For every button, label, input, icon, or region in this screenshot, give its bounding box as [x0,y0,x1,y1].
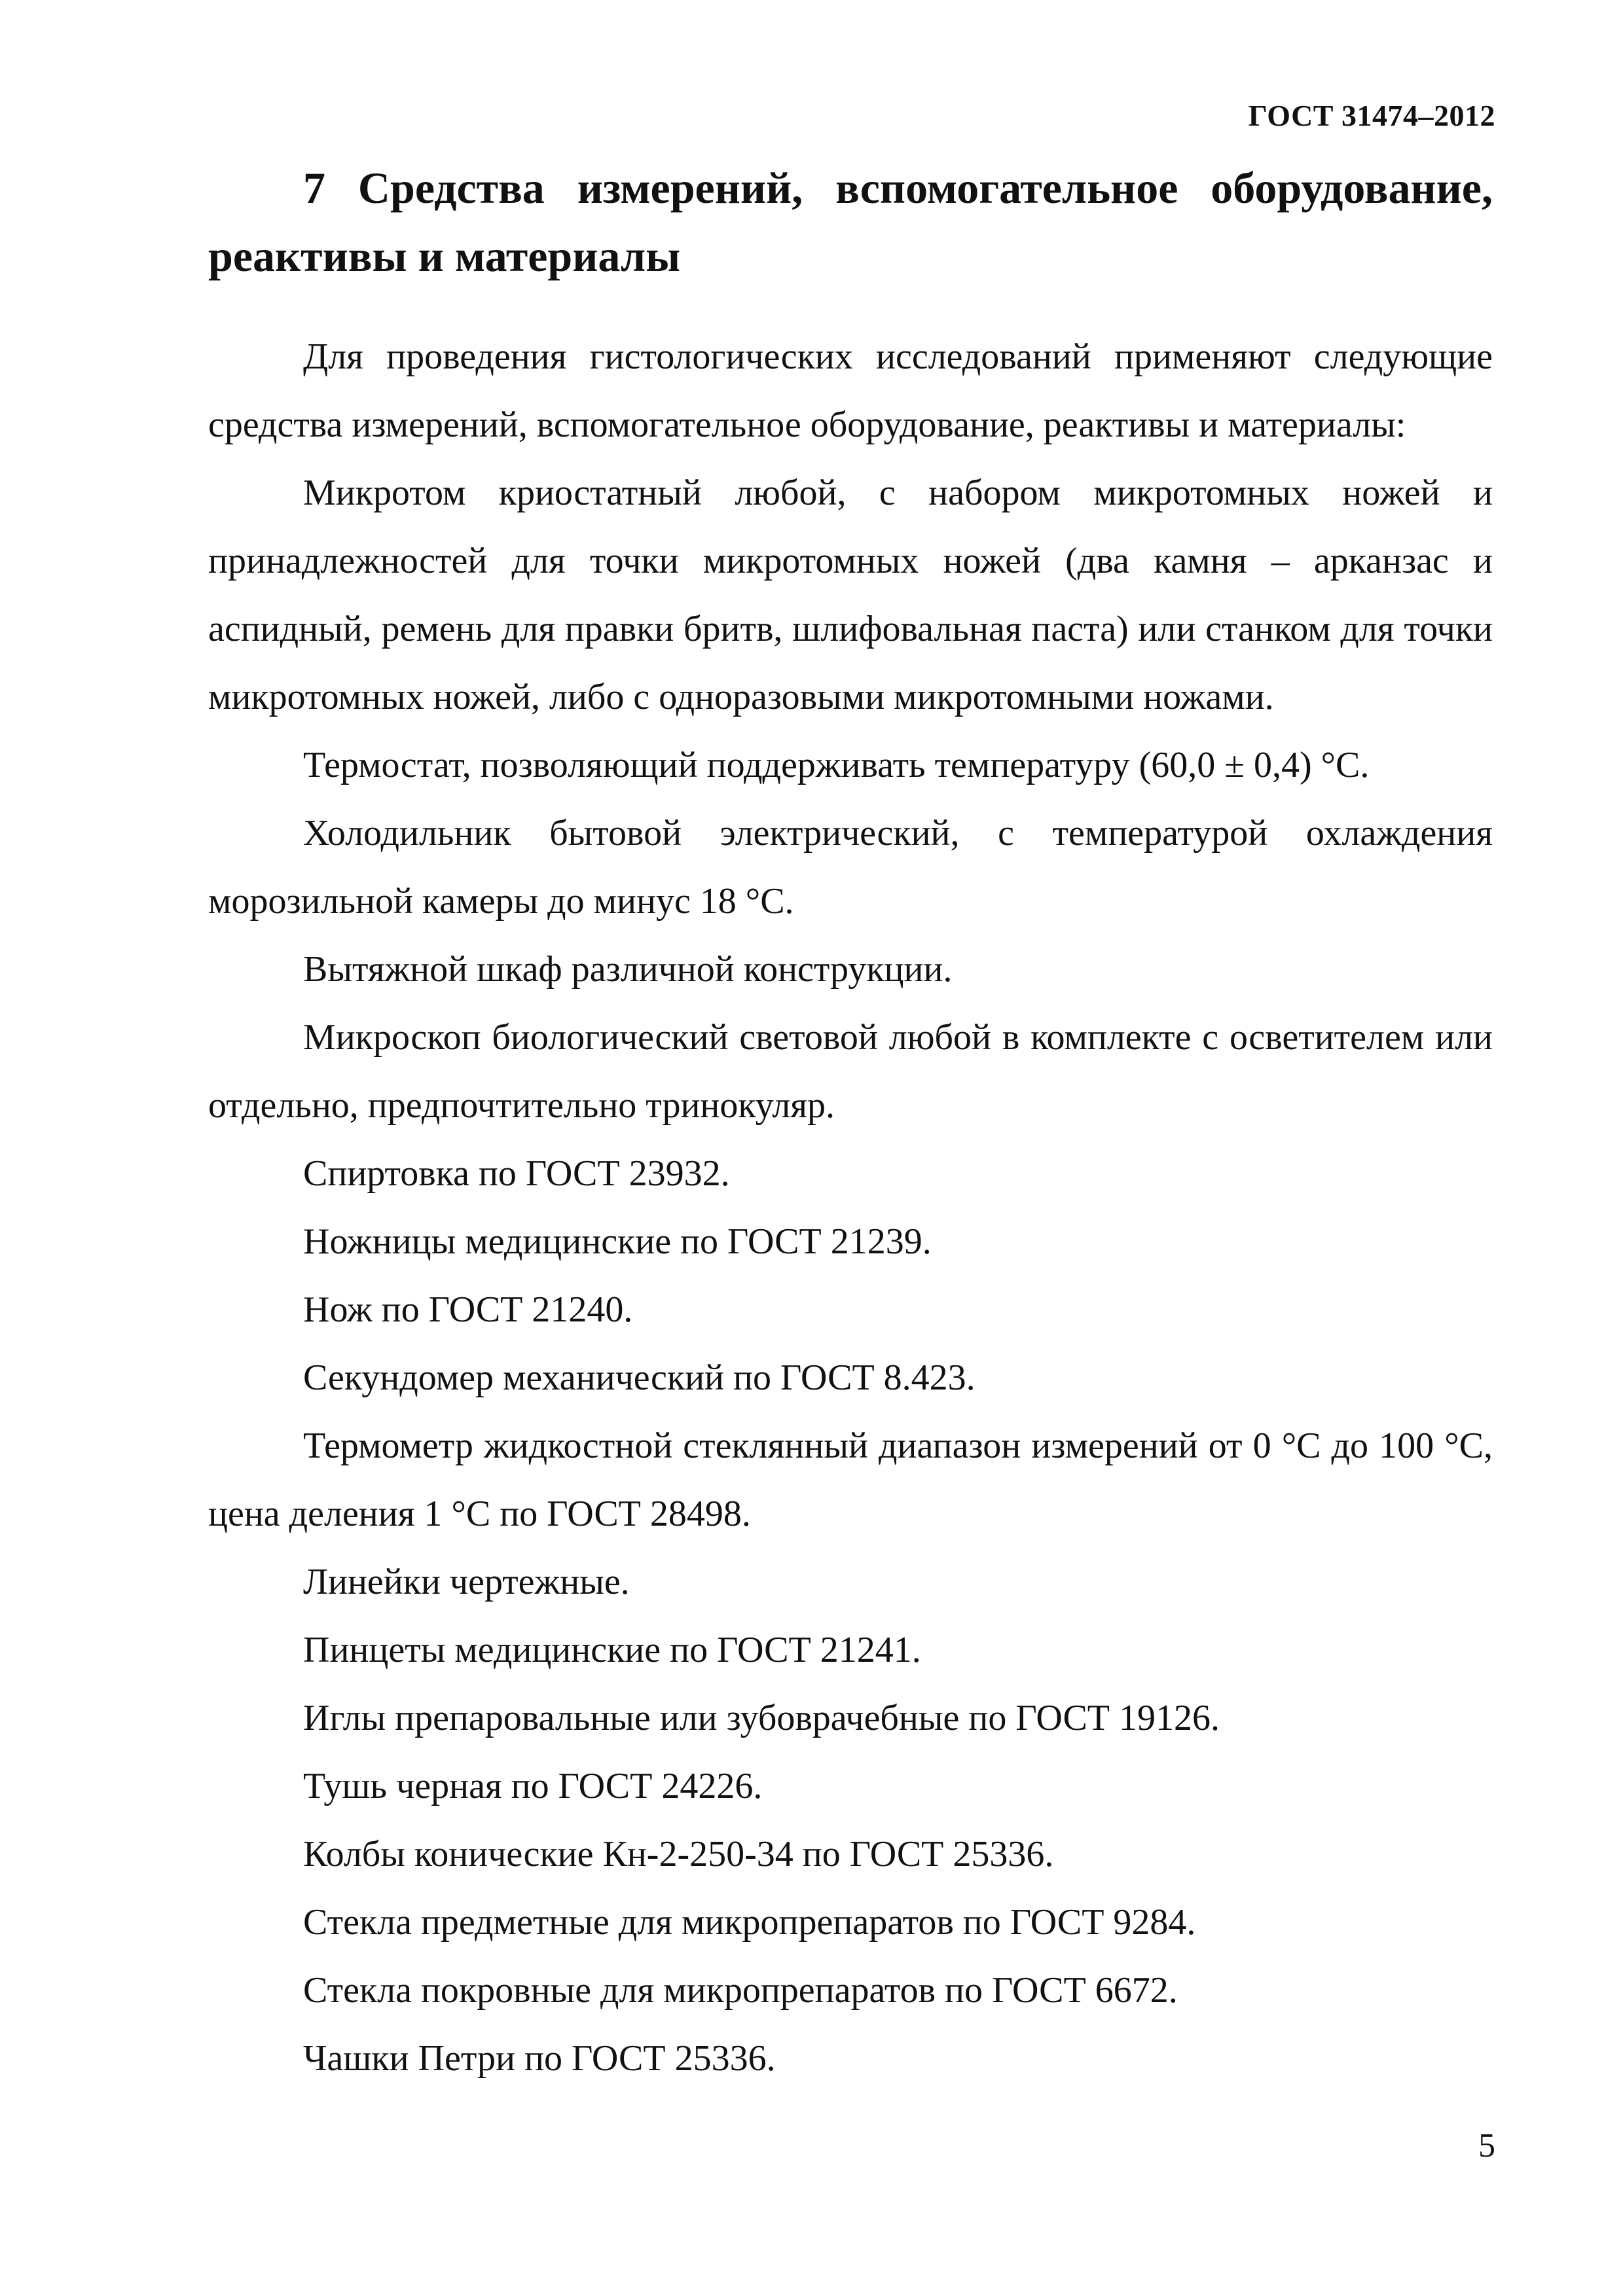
paragraph-thermometer: Термометр жидкостной стеклянный диапазон измерений от 0 °С до 100 °С, цена деления 1 °С по ГОСТ 28498. [208,1426,1493,1534]
paragraph-ink: Тушь черная по ГОСТ 24226. [303,1766,763,1806]
paragraph-fume-hood: Вытяжной шкаф различной конструкции. [303,949,953,990]
paragraph-scissors: Ножницы медицинские по ГОСТ 21239. [303,1221,932,1262]
paragraph-needles: Иглы препаровальные или зубоврачебные по ГОСТ 19126. [303,1698,1220,1738]
paragraph-tweezers: Пинцеты медицинские по ГОСТ 21241. [303,1630,921,1670]
paragraph-microscope: Микроскоп биологический световой любой в комплекте с осветителем или отдельно, предпочтительно тринокуляр. [208,1017,1493,1126]
paragraph-flasks: Колбы конические Кн-2-250-34 по ГОСТ 25336. [303,1834,1054,1874]
paragraph-slides: Стекла предметные для микропрепаратов по ГОСТ 9284. [303,1902,1196,1943]
document-code-header: ГОСТ 31474–2012 [1248,99,1495,132]
section-title: 7 Средства измерений, вспомогательное оборудование, реактивы и материалы [208,163,1493,281]
paragraph-intro: Для проведения гистологических исследований применяют следующие средства измерений, вспомогательное оборудование, реактивы и материалы: [208,336,1493,445]
paragraph-microtome: Микротом криостатный любой, с набором микротомных ножей и принадлежностей для точки микротомных ножей (два камня – арканзас и аспидный, ремень для правки бритв, шлифовальная паста) или станком для точки микротомных ножей, либо с одноразовыми микротомными ножами. [208,473,1493,717]
page-content [208,154,1493,2092]
page-number: 5 [1478,2127,1495,2164]
paragraph-petri-dishes: Чашки Петри по ГОСТ 25336. [303,2038,776,2079]
paragraph-stopwatch: Секундомер механический по ГОСТ 8.423. [303,1357,976,1398]
paragraph-spirit-lamp: Спиртовка по ГОСТ 23932. [303,1153,730,1194]
paragraph-cover-glasses: Стекла покровные для микропрепаратов по ГОСТ 6672. [303,1970,1178,2011]
paragraph-thermostat: Термостат, позволяющий поддерживать температуру (60,0 ± 0,4) °С. [303,745,1370,785]
paragraph-knife: Нож по ГОСТ 21240. [303,1289,633,1330]
paragraph-rulers: Линейки чертежные. [303,1562,630,1602]
paragraph-refrigerator: Холодильник бытовой электрический, с температурой охлаждения морозильной камеры до минус 18 °С. [208,813,1493,922]
